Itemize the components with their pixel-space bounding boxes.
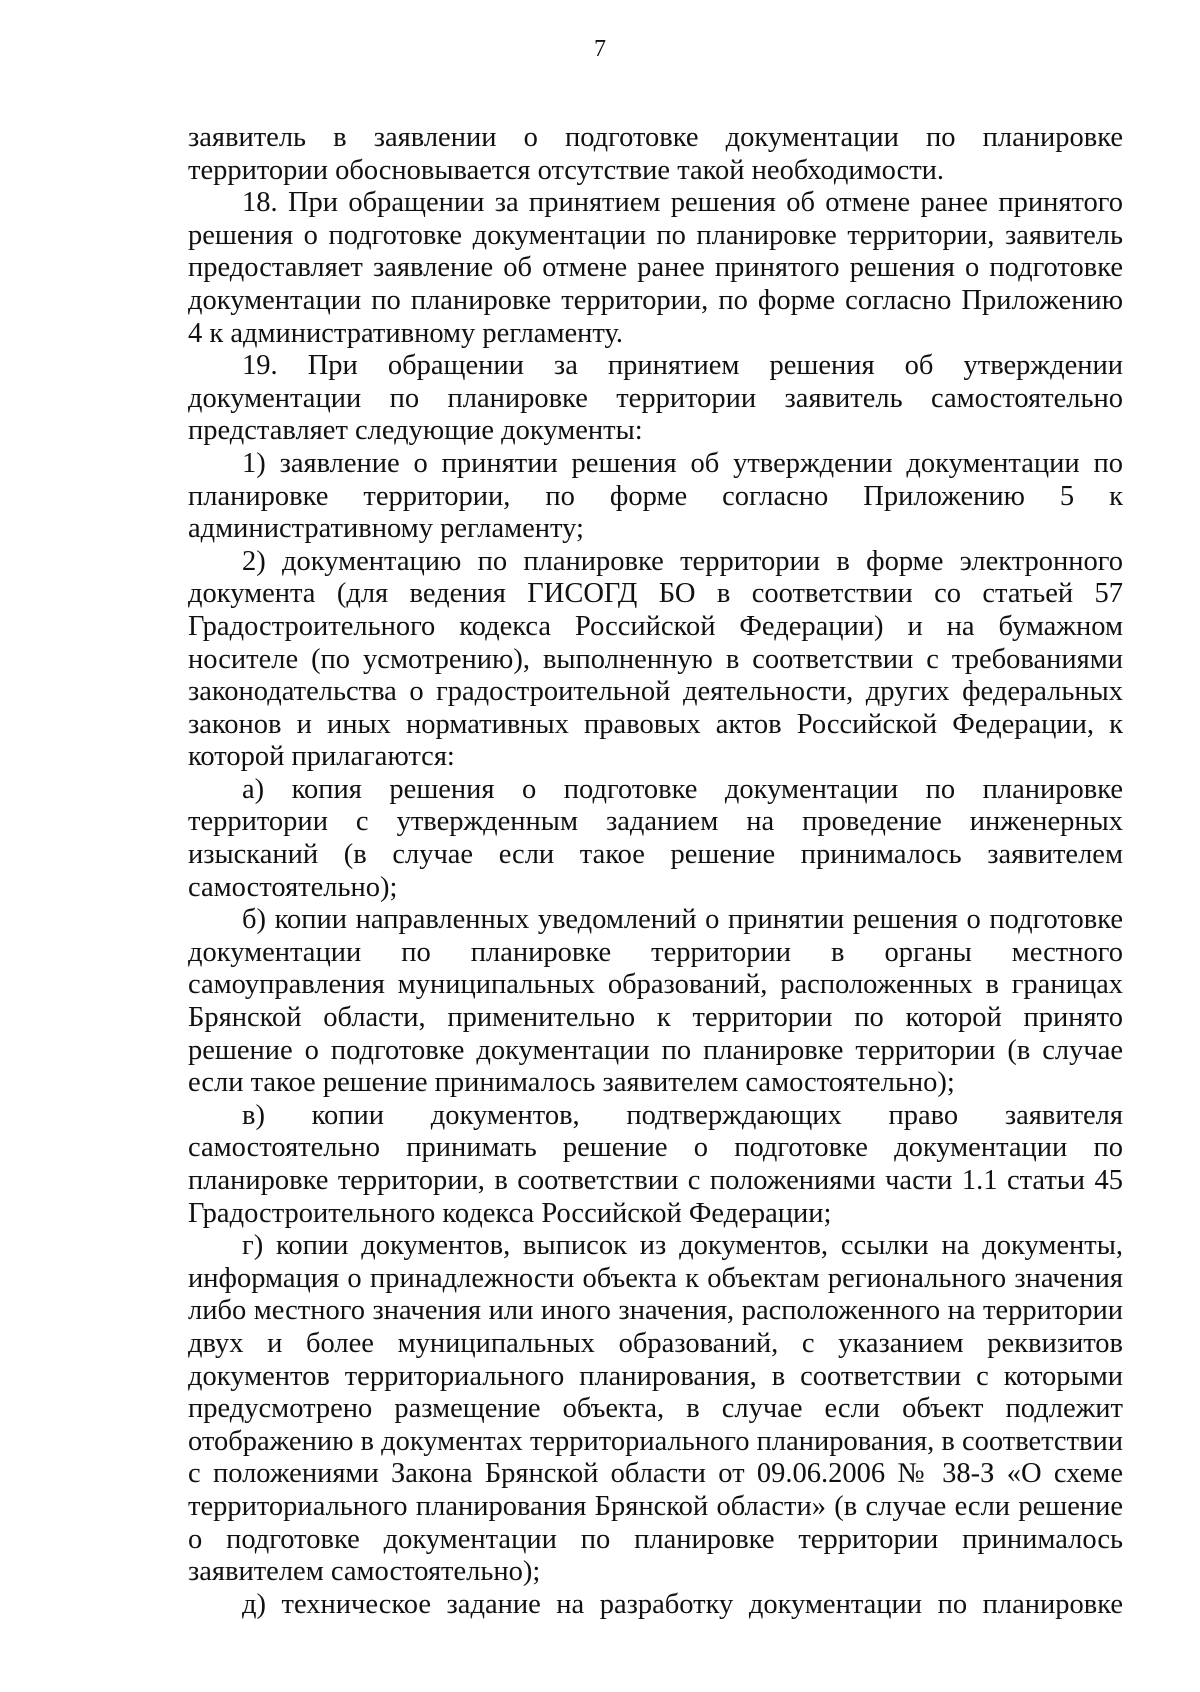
document-body xyxy=(188,122,1123,1621)
subitem-d: д) техническое задание на разработку документации по планировке xyxy=(242,1588,1123,1620)
paragraph-18: 18. При обращении за принятием решения об отмене ранее принятого решения о подготовке документации по планировке территории, заявитель предоставляет заявление об отмене ранее принятого решения о подготовке документации по планировке территории, по форме согласно Приложению 4 к административному регламенту. xyxy=(188,187,1123,349)
paragraph-continuation: заявитель в заявлении о подготовке документации по планировке территории обосновывается отсутствие такой необходимости. xyxy=(188,122,1123,186)
subitem-v: в) копии документов, подтверждающих право заявителя самостоятельно принимать решение о подготовке документации по планировке территории, в соответствии с положениями части 1.1 статьи 45 Градостроительного кодекса Российской Федерации; xyxy=(188,1099,1123,1229)
page-number: 7 xyxy=(594,36,606,62)
list-item-1: 1) заявление о принятии решения об утверждении документации по планировке территории, по форме согласно Приложению 5 к административному регламенту; xyxy=(188,447,1123,545)
subitem-a: а) копия решения о подготовке документации по планировке территории с утвержденным заданием на проведение инженерных изысканий (в случае если такое решение принималось заявителем самостоятельно); xyxy=(188,773,1123,903)
list-item-2: 2) документацию по планировке территории в форме электронного документа (для ведения ГИСОГД БО в соответствии со статьей 57 Градостроительного кодекса Российской Федерации) и на бумажном носителе (по усмотрению), выполненную в соответствии с требованиями законодательства о градостроительной деятельности, других федеральных законов и иных нормативных правовых актов Российской Федерации, к которой прилагаются: xyxy=(188,545,1123,773)
subitem-b: б) копии направленных уведомлений о принятии решения о подготовке документации по планировке территории в органы местного самоуправления муниципальных образований, расположенных в границах Брянской области, применительно к территории по которой принято решение о подготовке документации по планировке территории (в случае если такое решение принималось заявителем самостоятельно); xyxy=(188,904,1123,1099)
subitem-g: г) копии документов, выписок из документов, ссылки на документы, информация о принадлежности объекта к объектам регионального значения либо местного значения или иного значения, расположенного на территории двух и более муниципальных образований, с указанием реквизитов документов территориального планирования, в соответствии с которыми предусмотрено размещение объекта, в случае если объект подлежит отображению в документах территориального планирования, в соответствии с положениями Закона Брянской области от 09.06.2006 № 38-З «О схеме территориального планирования Брянской области» (в случае если решение о подготовке документации по планировке территории принималось заявителем самостоятельно); xyxy=(188,1230,1123,1588)
paragraph-19: 19. При обращении за принятием решения об утверждении документации по планировке территории заявитель самостоятельно представляет следующие документы: xyxy=(188,350,1123,447)
